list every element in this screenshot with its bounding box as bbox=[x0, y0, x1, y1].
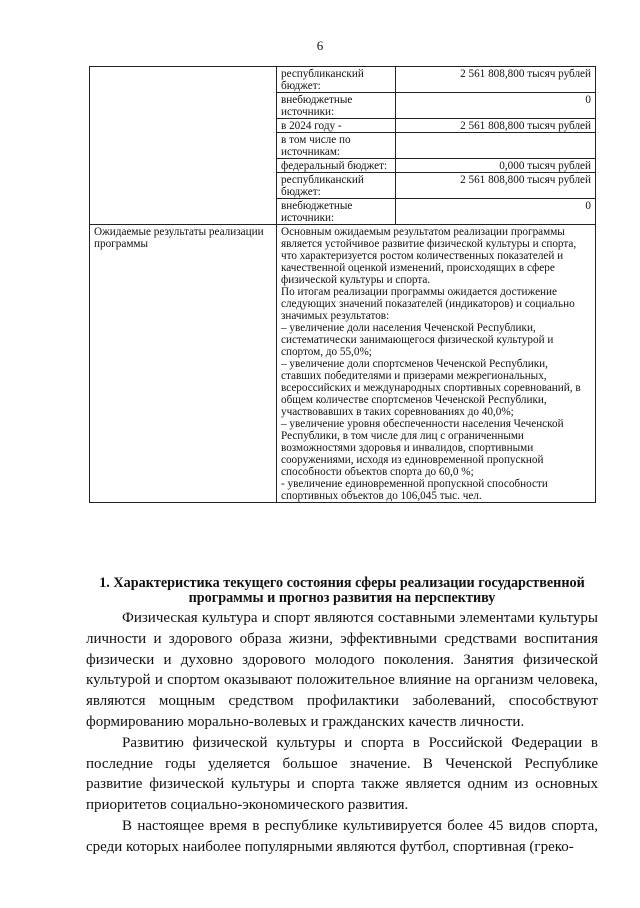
expected-results-label: Ожидаемые результаты реализации программы bbox=[90, 225, 277, 503]
expected-results-content bbox=[277, 225, 596, 503]
table-row bbox=[90, 225, 596, 503]
body-paragraph: Развитию физической культуры и спорта в Российской Федерации в последние годы уделяется большое значение. В Чеченской Республике развитие физической культуры и спорта также является одним из основных приоритетов социально-экономического развития. bbox=[86, 734, 598, 814]
empty-label-cell bbox=[90, 67, 277, 225]
funding-source-label: внебюджетные источники: bbox=[277, 199, 396, 225]
funding-amount: 0 bbox=[396, 93, 596, 119]
funding-amount: 0 bbox=[396, 199, 596, 225]
funding-source-label: республиканский бюджет: bbox=[277, 67, 396, 93]
table-row bbox=[90, 67, 596, 93]
page-number: 6 bbox=[316, 38, 324, 53]
expected-results-paragraph: По итогам реализации программы ожидается достижение следующих значений показателей (индикаторов) и социально значимых результатов: bbox=[281, 286, 575, 322]
funding-year-label: в 2024 году - bbox=[277, 119, 396, 133]
section-heading: 1. Характеристика текущего состояния сферы реализации государственной программы и прогноз развития на перспективу bbox=[99, 575, 585, 606]
body-paragraph: Физическая культура и спорт являются составными элементами культуры личности и здорового образа жизни, эффективными средствами воспитания физически и духовно здорового молодого поколения. Занятия физической культурой и спортом оказывают положительное влияние на организм человека, являются мощным средством профилактики заболеваний, способствуют формированию морально-волевых и гражданских качеств личности. bbox=[86, 610, 598, 730]
funding-amount: 2 561 808,800 тысяч рублей bbox=[396, 67, 596, 93]
body-paragraph: В настоящее время в республике культивируется более 45 видов спорта, среди которых наиболее популярными являются футбол, спортивная (греко- bbox=[86, 817, 598, 855]
funding-amount: 2 561 808,800 тысяч рублей bbox=[396, 173, 596, 199]
funding-amount: 0,000 тысяч рублей bbox=[396, 159, 596, 173]
section-body bbox=[86, 608, 598, 908]
program-passport-table bbox=[89, 66, 596, 503]
expected-results-paragraph: – увеличение доли спортсменов Чеченской Республики, ставших победителями и призерами межрегиональных, всероссийских и международных спортивных соревнований, в общем количестве спортсменов Чеченской Республики, участвовавших в таких соревнованиях до 40,0%; bbox=[281, 358, 581, 418]
funding-source-label: республиканский бюджет: bbox=[277, 173, 396, 199]
funding-amount: 2 561 808,800 тысяч рублей bbox=[396, 119, 596, 133]
funding-amount bbox=[396, 133, 596, 159]
body-text-block bbox=[86, 608, 598, 908]
expected-results-paragraph: - увеличение единовременной пропускной способности спортивных объектов до 106,045 тыс. чел. bbox=[281, 478, 548, 502]
expected-results-paragraph: Основным ожидаемым результатом реализации программы является устойчивое развитие физической культуры и спорта, что характеризуется ростом количественных показателей и качественной оценкой изменений, происходящих в сфере физической культуры и спорта. bbox=[281, 226, 577, 286]
funding-source-label: федеральный бюджет: bbox=[277, 159, 396, 173]
expected-results-paragraph: – увеличение доли населения Чеченской Республики, систематически занимающегося физической культурой и спортом, до 55,0%; bbox=[281, 322, 554, 358]
expected-results-paragraph: – увеличение уровня обеспеченности населения Чеченской Республики, в том числе для лиц с ограниченными возможностями здоровья и инвалидов, спортивными сооружениями, исходя из единовременной пропускной способности объектов спорта до 60,0 %; bbox=[281, 418, 564, 478]
funding-source-label: в том числе по источникам: bbox=[277, 133, 396, 159]
funding-source-label: внебюджетные источники: bbox=[277, 93, 396, 119]
